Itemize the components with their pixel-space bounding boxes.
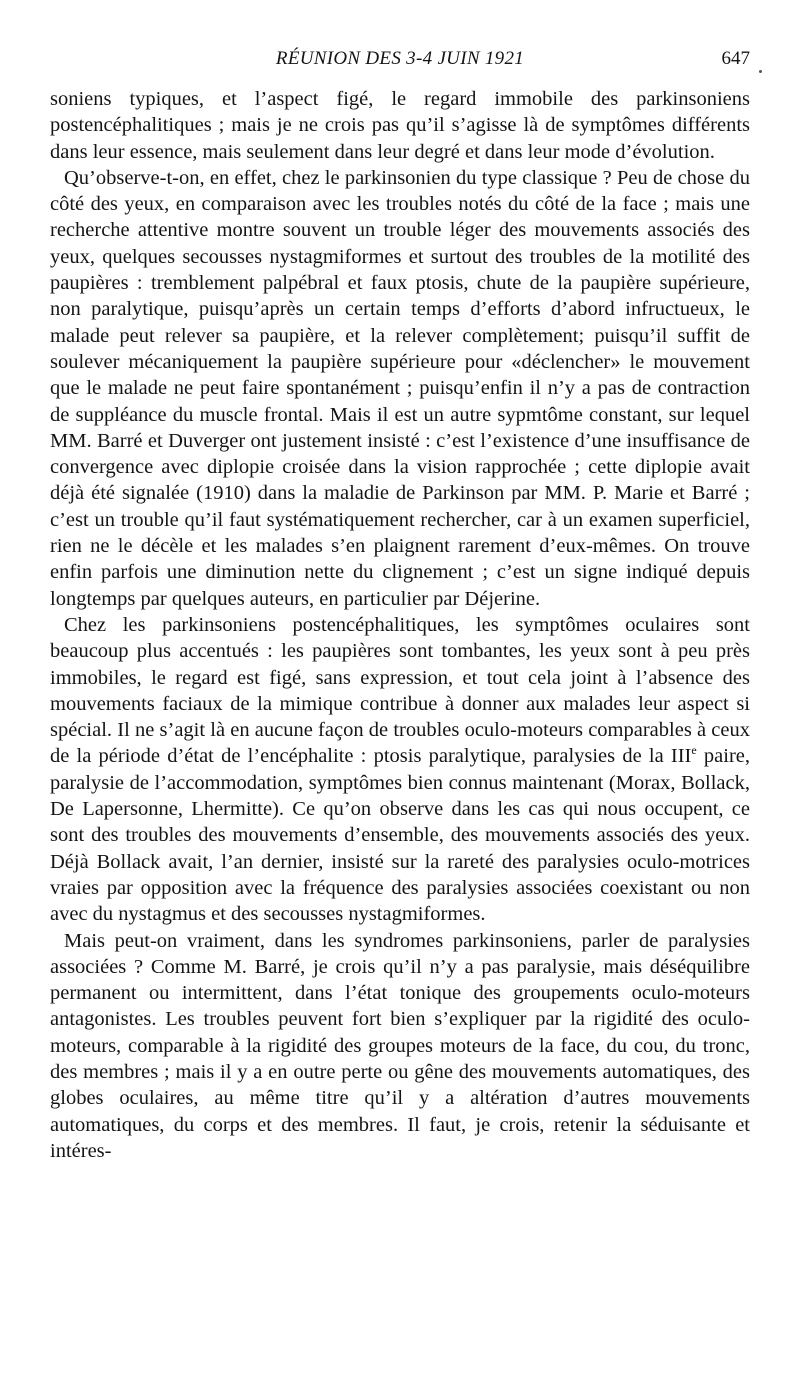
running-title: RÉUNION DES 3-4 JUIN 1921	[275, 48, 525, 69]
paragraph-3-part-1: Chez les parkinsoniens postencéphalitiques, les symptômes oculaires sont beaucoup plus accentués : les paupières sont tombantes, les yeux sont à peu près immobiles, le regard est figé, sans expression, et tout cela joint à l’absence des mouvements faciaux de la mimique contribue à donner aux malades leur aspect si spécial. Il ne s’agit là en aucune façon de troubles oculo-moteurs comparables à ceux de la période d’état de l’encéphalite : ptosis paralytique, paralysies de la III	[50, 613, 750, 768]
ordinal-superscript: e	[691, 743, 697, 758]
page-number	[722, 48, 751, 70]
paragraph-2: Qu’observe-t-on, en effet, chez le parkinsonien du type classique ? Peu de chose du côté des yeux, en comparaison avec les troubles notés du côté de la face ; mais une recherche attentive montre souvent un trouble léger des mouvements associés des yeux, quelques secousses nystagmiformes et surtout des troubles de la motilité des paupières : tremblement palpébral et faux ptosis, chute de la paupière supérieure, non paralytique, puisqu’après un certain temps d’efforts d’abord infructueux, le malade peut relever sa paupière, et la relever complètement; puisqu’il suffit de soulever mécaniquement la paupière supérieure pour «déclencher» le mouvement que le malade ne peut faire spontanément ; puisqu’enfin il n’y a pas de contraction de suppléance du muscle frontal. Mais il est un autre sypmtôme constant, sur lequel MM. Barré et Duverger ont justement insisté : c’est l’existence d’une insuffisance de convergence avec diplopie croisée dans la vision rapprochée ; cette diplopie avait déjà été signalée (1910) dans la maladie de Parkinson par MM. P. Marie et Barré ; c’est un trouble qu’il faut systématiquement rechercher, car à un examen superficiel, rien ne le décèle et les malades s’en plaignent rarement d’eux-mêmes. On trouve enfin parfois une diminution nette du clignement ; c’est un signe indiqué depuis longtemps par quelques auteurs, en particulier par Déjerine.	[50, 166, 750, 610]
body-text	[50, 86, 750, 1164]
paragraph-3	[50, 612, 750, 928]
running-head	[50, 48, 750, 78]
paragraph-4: Mais peut-on vraiment, dans les syndromes parkinsoniens, parler de paralysies associées ? Comme M. Barré, je crois qu’il n’y a pas paralysie, mais déséquilibre permanent ou intermittent, dans l’état tonique des groupements oculo-moteurs antagonistes. Les troubles peuvent fort bien s’expliquer par la rigidité des oculo-moteurs, comparable à la rigidité des groupes moteurs de la face, du cou, du tronc, des membres ; mais il y a en outre perte ou gêne des mouvements automatiques, des globes oculaires, au même titre qu’il y a altération d’autres mouvements automatiques, du corps et des membres. Il faut, je crois, retenir la séduisante et intéres-	[50, 929, 750, 1162]
paragraph-3-part-2: paire, paralysie de l’accommodation, symptômes bien connus maintenant (Morax, Bollack, De Lapersonne, Lhermitte). Ce qu’on observe dans les cas qui nous occupent, ce sont des troubles des mouvements d’ensemble, des mouvements associés des yeux. Déjà Bollack avait, l’an dernier, insisté sur la rareté des paralysies oculo-motrices vraies par opposition avec la fréquence des paralysies associées coexistant ou non avec du nystagmus et des secousses nystagmiformes.	[50, 745, 750, 926]
paragraph-1: soniens typiques, et l’aspect figé, le regard immobile des parkinsoniens postencéphalitiques ; mais je ne crois pas qu’il s’agisse là de symptômes différents dans leur essence, mais seulement dans leur degré et dans leur mode d’évolution.	[50, 88, 750, 163]
ink-speck	[759, 70, 762, 73]
page-number-value: 647	[721, 48, 750, 69]
